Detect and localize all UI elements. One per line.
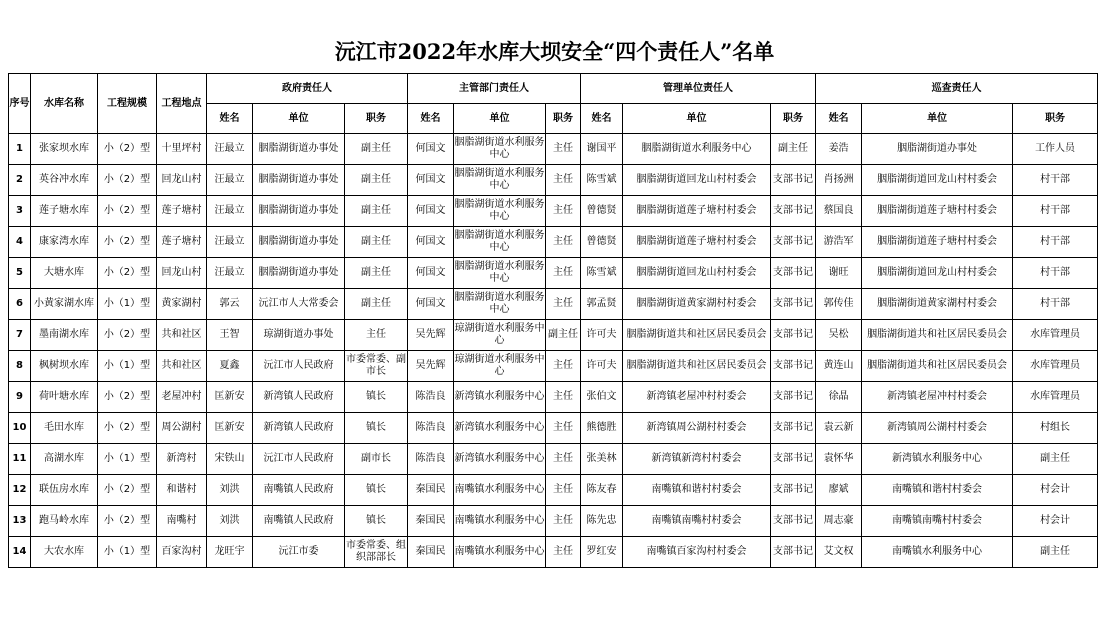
cell-dept-post: 主任 (546, 227, 581, 258)
cell-dept-unit: 新湾镇水利服务中心 (454, 444, 546, 475)
cell-insp-unit: 胭脂湖街道莲子塘村村委会 (862, 196, 1013, 227)
cell-dept-unit: 胭脂湖街道水利服务中心 (454, 227, 546, 258)
cell-seq: 9 (9, 382, 31, 413)
cell-dept-name: 何国文 (408, 227, 454, 258)
cell-insp-name: 袁怀华 (816, 444, 862, 475)
cell-dept-unit: 新湾镇水利服务中心 (454, 413, 546, 444)
cell-gov-name: 宋铁山 (207, 444, 253, 475)
header-sub-unit: 单位 (454, 104, 546, 134)
cell-dept-name: 陈浩良 (408, 382, 454, 413)
cell-seq: 11 (9, 444, 31, 475)
cell-location: 共和社区 (157, 351, 207, 382)
cell-scale: 小（2）型 (98, 196, 157, 227)
cell-mgmt-unit: 胭脂湖街道回龙山村村委会 (623, 165, 771, 196)
cell-dept-unit: 南嘴镇水利服务中心 (454, 506, 546, 537)
table-row (9, 382, 1098, 413)
cell-reservoir-name: 荷叶塘水库 (31, 382, 98, 413)
cell-gov-unit: 沅江市人民政府 (253, 444, 345, 475)
cell-insp-unit: 胭脂湖街道回龙山村村委会 (862, 165, 1013, 196)
table-row (9, 258, 1098, 289)
cell-insp-post: 村会计 (1013, 506, 1098, 537)
cell-dept-post: 主任 (546, 382, 581, 413)
cell-insp-post: 水库管理员 (1013, 382, 1098, 413)
cell-seq: 7 (9, 320, 31, 351)
cell-dept-name: 何国文 (408, 196, 454, 227)
cell-mgmt-unit: 胭脂湖街道莲子塘村村委会 (623, 227, 771, 258)
cell-dept-post: 主任 (546, 351, 581, 382)
responsibility-table (8, 73, 1098, 568)
cell-dept-post: 主任 (546, 413, 581, 444)
cell-seq: 6 (9, 289, 31, 320)
cell-mgmt-post: 支部书记 (771, 320, 816, 351)
cell-insp-unit: 胭脂湖街道莲子塘村村委会 (862, 227, 1013, 258)
cell-gov-post: 镇长 (345, 475, 408, 506)
cell-mgmt-unit: 胭脂湖街道水利服务中心 (623, 134, 771, 165)
table-row (9, 196, 1098, 227)
cell-mgmt-unit: 胭脂湖街道莲子塘村村委会 (623, 196, 771, 227)
cell-gov-unit: 沅江市委 (253, 537, 345, 568)
cell-gov-post: 副主任 (345, 227, 408, 258)
cell-dept-name: 何国文 (408, 289, 454, 320)
cell-insp-post: 副主任 (1013, 537, 1098, 568)
cell-gov-name: 刘洪 (207, 475, 253, 506)
cell-insp-unit: 南嘴镇南嘴村村委会 (862, 506, 1013, 537)
cell-insp-unit: 新湾镇老屋冲村村委会 (862, 382, 1013, 413)
cell-mgmt-post: 支部书记 (771, 227, 816, 258)
cell-insp-name: 郭传佳 (816, 289, 862, 320)
table-row (9, 227, 1098, 258)
cell-mgmt-post: 支部书记 (771, 165, 816, 196)
cell-scale: 小（1）型 (98, 444, 157, 475)
cell-mgmt-name: 罗红安 (581, 537, 623, 568)
cell-gov-name: 龙旺宇 (207, 537, 253, 568)
cell-scale: 小（1）型 (98, 289, 157, 320)
cell-insp-post: 村干部 (1013, 165, 1098, 196)
cell-mgmt-post: 支部书记 (771, 351, 816, 382)
table-body (9, 134, 1098, 568)
cell-scale: 小（2）型 (98, 227, 157, 258)
cell-dept-name: 吴先辉 (408, 351, 454, 382)
cell-location: 十里坪村 (157, 134, 207, 165)
cell-scale: 小（1）型 (98, 351, 157, 382)
cell-gov-name: 匡新安 (207, 382, 253, 413)
cell-mgmt-unit: 胭脂湖街道共和社区居民委员会 (623, 351, 771, 382)
cell-dept-name: 何国文 (408, 258, 454, 289)
cell-dept-unit: 胭脂湖街道水利服务中心 (454, 165, 546, 196)
cell-insp-unit: 胭脂湖街道办事处 (862, 134, 1013, 165)
cell-gov-name: 夏鑫 (207, 351, 253, 382)
cell-scale: 小（2）型 (98, 475, 157, 506)
header-sub-name: 姓名 (581, 104, 623, 134)
cell-dept-name: 吴先辉 (408, 320, 454, 351)
cell-gov-name: 郭云 (207, 289, 253, 320)
cell-gov-name: 刘洪 (207, 506, 253, 537)
header-sub-post: 职务 (1013, 104, 1098, 134)
cell-reservoir-name: 张家坝水库 (31, 134, 98, 165)
cell-dept-unit: 新湾镇水利服务中心 (454, 382, 546, 413)
cell-dept-post: 主任 (546, 537, 581, 568)
cell-dept-post: 副主任 (546, 320, 581, 351)
cell-dept-name: 秦国民 (408, 475, 454, 506)
cell-mgmt-name: 陈先忠 (581, 506, 623, 537)
cell-insp-post: 水库管理员 (1013, 351, 1098, 382)
page-title: 沅江市2022年水库大坝安全“四个责任人”名单 (334, 39, 775, 64)
cell-mgmt-post: 副主任 (771, 134, 816, 165)
cell-scale: 小（2）型 (98, 165, 157, 196)
cell-gov-name: 汪最立 (207, 227, 253, 258)
cell-insp-name: 艾文权 (816, 537, 862, 568)
header-group-mgmt: 管理单位责任人 (581, 74, 816, 104)
cell-insp-post: 村干部 (1013, 227, 1098, 258)
cell-mgmt-post: 支部书记 (771, 537, 816, 568)
cell-reservoir-name: 大塘水库 (31, 258, 98, 289)
cell-gov-name: 汪最立 (207, 258, 253, 289)
cell-gov-name: 汪最立 (207, 196, 253, 227)
table-row (9, 351, 1098, 382)
cell-mgmt-unit: 新湾镇新湾村村委会 (623, 444, 771, 475)
cell-gov-post: 副主任 (345, 258, 408, 289)
cell-gov-post: 主任 (345, 320, 408, 351)
cell-dept-unit: 琼湖街道水利服务中心 (454, 351, 546, 382)
header-group-dept: 主管部门责任人 (408, 74, 581, 104)
header-sub-post: 职务 (771, 104, 816, 134)
cell-gov-unit: 沅江市人民政府 (253, 351, 345, 382)
header-group-insp: 巡查责任人 (816, 74, 1098, 104)
cell-insp-post: 工作人员 (1013, 134, 1098, 165)
cell-gov-post: 副主任 (345, 289, 408, 320)
table-row (9, 537, 1098, 568)
cell-dept-unit: 南嘴镇水利服务中心 (454, 475, 546, 506)
cell-insp-unit: 胭脂湖街道共和社区居民委员会 (862, 351, 1013, 382)
header-location: 工程地点 (157, 74, 207, 134)
cell-mgmt-unit: 新湾镇老屋冲村村委会 (623, 382, 771, 413)
cell-reservoir-name: 英谷冲水库 (31, 165, 98, 196)
header-sub-post: 职务 (546, 104, 581, 134)
cell-dept-post: 主任 (546, 289, 581, 320)
cell-reservoir-name: 康家湾水库 (31, 227, 98, 258)
cell-insp-unit: 新湾镇水利服务中心 (862, 444, 1013, 475)
cell-gov-unit: 胭脂湖街道办事处 (253, 196, 345, 227)
cell-mgmt-name: 许可夫 (581, 320, 623, 351)
cell-reservoir-name: 毛田水库 (31, 413, 98, 444)
cell-seq: 2 (9, 165, 31, 196)
cell-scale: 小（2）型 (98, 413, 157, 444)
cell-location: 周公湖村 (157, 413, 207, 444)
table-row (9, 413, 1098, 444)
cell-reservoir-name: 跑马岭水库 (31, 506, 98, 537)
cell-dept-post: 主任 (546, 165, 581, 196)
cell-mgmt-name: 张美林 (581, 444, 623, 475)
header-sub-unit: 单位 (623, 104, 771, 134)
cell-insp-post: 村组长 (1013, 413, 1098, 444)
cell-scale: 小（2）型 (98, 382, 157, 413)
cell-insp-post: 村干部 (1013, 196, 1098, 227)
cell-gov-unit: 新湾镇人民政府 (253, 382, 345, 413)
cell-insp-post: 村干部 (1013, 258, 1098, 289)
cell-dept-name: 秦国民 (408, 506, 454, 537)
cell-insp-unit: 南嘴镇水利服务中心 (862, 537, 1013, 568)
cell-dept-post: 主任 (546, 196, 581, 227)
cell-dept-unit: 胭脂湖街道水利服务中心 (454, 196, 546, 227)
cell-gov-name: 汪最立 (207, 134, 253, 165)
cell-gov-post: 市委常委、组织部部长 (345, 537, 408, 568)
header-sub-unit: 单位 (862, 104, 1013, 134)
table-row (9, 165, 1098, 196)
cell-seq: 3 (9, 196, 31, 227)
cell-insp-name: 黄连山 (816, 351, 862, 382)
cell-insp-name: 肖扬洲 (816, 165, 862, 196)
cell-mgmt-unit: 南嘴镇百家沟村村委会 (623, 537, 771, 568)
header-sub-name: 姓名 (207, 104, 253, 134)
cell-gov-post: 镇长 (345, 382, 408, 413)
cell-gov-name: 汪最立 (207, 165, 253, 196)
cell-dept-unit: 胭脂湖街道水利服务中心 (454, 289, 546, 320)
cell-dept-name: 陈浩良 (408, 413, 454, 444)
cell-reservoir-name: 莲子塘水库 (31, 196, 98, 227)
cell-dept-unit: 胭脂湖街道水利服务中心 (454, 134, 546, 165)
cell-dept-post: 主任 (546, 134, 581, 165)
header-sub-unit: 单位 (253, 104, 345, 134)
cell-dept-post: 主任 (546, 506, 581, 537)
cell-seq: 5 (9, 258, 31, 289)
cell-mgmt-unit: 胭脂湖街道回龙山村村委会 (623, 258, 771, 289)
cell-mgmt-name: 陈雪斌 (581, 258, 623, 289)
cell-gov-unit: 沅江市人大常委会 (253, 289, 345, 320)
cell-insp-name: 吴松 (816, 320, 862, 351)
cell-insp-name: 周志豪 (816, 506, 862, 537)
cell-insp-name: 蔡国良 (816, 196, 862, 227)
cell-gov-unit: 新湾镇人民政府 (253, 413, 345, 444)
cell-insp-name: 袁云新 (816, 413, 862, 444)
cell-mgmt-unit: 胭脂湖街道共和社区居民委员会 (623, 320, 771, 351)
cell-dept-name: 何国文 (408, 165, 454, 196)
cell-dept-name: 秦国民 (408, 537, 454, 568)
cell-insp-post: 村会计 (1013, 475, 1098, 506)
cell-location: 新湾村 (157, 444, 207, 475)
header-group-gov: 政府责任人 (207, 74, 408, 104)
cell-insp-unit: 新湾镇周公湖村村委会 (862, 413, 1013, 444)
cell-gov-unit: 南嘴镇人民政府 (253, 506, 345, 537)
table-row (9, 289, 1098, 320)
cell-mgmt-name: 郭孟贤 (581, 289, 623, 320)
cell-gov-name: 王智 (207, 320, 253, 351)
cell-reservoir-name: 墨南湖水库 (31, 320, 98, 351)
cell-location: 南嘴村 (157, 506, 207, 537)
cell-gov-post: 市委常委、副市长 (345, 351, 408, 382)
cell-location: 共和社区 (157, 320, 207, 351)
cell-insp-unit: 南嘴镇和谐村村委会 (862, 475, 1013, 506)
cell-mgmt-name: 曾德贤 (581, 196, 623, 227)
cell-insp-unit: 胭脂湖街道共和社区居民委员会 (862, 320, 1013, 351)
cell-reservoir-name: 枫树坝水库 (31, 351, 98, 382)
cell-mgmt-unit: 南嘴镇和谐村村委会 (623, 475, 771, 506)
cell-location: 莲子塘村 (157, 196, 207, 227)
cell-gov-name: 匡新安 (207, 413, 253, 444)
cell-mgmt-post: 支部书记 (771, 196, 816, 227)
cell-mgmt-post: 支部书记 (771, 444, 816, 475)
cell-mgmt-name: 陈友春 (581, 475, 623, 506)
cell-mgmt-post: 支部书记 (771, 413, 816, 444)
cell-reservoir-name: 高湖水库 (31, 444, 98, 475)
header-seq: 序号 (9, 74, 31, 134)
cell-mgmt-post: 支部书记 (771, 258, 816, 289)
cell-mgmt-post: 支部书记 (771, 382, 816, 413)
cell-dept-unit: 琼湖街道水利服务中心 (454, 320, 546, 351)
cell-scale: 小（1）型 (98, 537, 157, 568)
cell-mgmt-post: 支部书记 (771, 289, 816, 320)
cell-mgmt-post: 支部书记 (771, 506, 816, 537)
cell-insp-unit: 胭脂湖街道黄家湖村村委会 (862, 289, 1013, 320)
cell-mgmt-name: 熊德胜 (581, 413, 623, 444)
cell-gov-post: 副主任 (345, 134, 408, 165)
cell-insp-post: 副主任 (1013, 444, 1098, 475)
cell-insp-unit: 胭脂湖街道回龙山村村委会 (862, 258, 1013, 289)
cell-gov-unit: 胭脂湖街道办事处 (253, 165, 345, 196)
cell-gov-unit: 胭脂湖街道办事处 (253, 227, 345, 258)
table-row (9, 444, 1098, 475)
cell-mgmt-name: 陈雪斌 (581, 165, 623, 196)
cell-mgmt-name: 许可夫 (581, 351, 623, 382)
cell-scale: 小（2）型 (98, 320, 157, 351)
cell-dept-unit: 胭脂湖街道水利服务中心 (454, 258, 546, 289)
cell-seq: 1 (9, 134, 31, 165)
cell-scale: 小（2）型 (98, 258, 157, 289)
cell-gov-post: 副市长 (345, 444, 408, 475)
cell-seq: 14 (9, 537, 31, 568)
cell-mgmt-unit: 南嘴镇南嘴村村委会 (623, 506, 771, 537)
cell-gov-post: 镇长 (345, 506, 408, 537)
cell-mgmt-name: 张伯文 (581, 382, 623, 413)
cell-dept-name: 何国文 (408, 134, 454, 165)
cell-gov-post: 镇长 (345, 413, 408, 444)
cell-dept-post: 主任 (546, 258, 581, 289)
cell-reservoir-name: 大农水库 (31, 537, 98, 568)
cell-seq: 10 (9, 413, 31, 444)
cell-location: 和谐村 (157, 475, 207, 506)
cell-dept-post: 主任 (546, 475, 581, 506)
cell-scale: 小（2）型 (98, 506, 157, 537)
table-row (9, 475, 1098, 506)
cell-insp-post: 村干部 (1013, 289, 1098, 320)
table-row (9, 134, 1098, 165)
cell-insp-name: 游浩军 (816, 227, 862, 258)
cell-mgmt-unit: 胭脂湖街道黄家湖村村委会 (623, 289, 771, 320)
cell-dept-post: 主任 (546, 444, 581, 475)
cell-gov-unit: 胭脂湖街道办事处 (253, 134, 345, 165)
cell-location: 莲子塘村 (157, 227, 207, 258)
cell-location: 百家沟村 (157, 537, 207, 568)
cell-reservoir-name: 联伍房水库 (31, 475, 98, 506)
cell-dept-unit: 南嘴镇水利服务中心 (454, 537, 546, 568)
cell-location: 回龙山村 (157, 258, 207, 289)
header-scale: 工程规模 (98, 74, 157, 134)
cell-mgmt-post: 支部书记 (771, 475, 816, 506)
cell-location: 回龙山村 (157, 165, 207, 196)
table-row (9, 506, 1098, 537)
cell-gov-post: 副主任 (345, 165, 408, 196)
cell-gov-unit: 胭脂湖街道办事处 (253, 258, 345, 289)
cell-scale: 小（2）型 (98, 134, 157, 165)
header-reservoir-name: 水库名称 (31, 74, 98, 134)
cell-gov-post: 副主任 (345, 196, 408, 227)
cell-mgmt-name: 曾德贤 (581, 227, 623, 258)
cell-insp-name: 廖斌 (816, 475, 862, 506)
cell-gov-unit: 琼湖街道办事处 (253, 320, 345, 351)
cell-gov-unit: 南嘴镇人民政府 (253, 475, 345, 506)
cell-insp-name: 姜浩 (816, 134, 862, 165)
cell-dept-name: 陈浩良 (408, 444, 454, 475)
cell-mgmt-name: 谢国平 (581, 134, 623, 165)
cell-insp-name: 徐晶 (816, 382, 862, 413)
cell-seq: 13 (9, 506, 31, 537)
cell-location: 黄家湖村 (157, 289, 207, 320)
header-sub-name: 姓名 (816, 104, 862, 134)
cell-reservoir-name: 小黄家湖水库 (31, 289, 98, 320)
cell-seq: 8 (9, 351, 31, 382)
table-row (9, 320, 1098, 351)
cell-seq: 12 (9, 475, 31, 506)
header-sub-post: 职务 (345, 104, 408, 134)
cell-insp-post: 水库管理员 (1013, 320, 1098, 351)
cell-seq: 4 (9, 227, 31, 258)
cell-location: 老屋冲村 (157, 382, 207, 413)
cell-mgmt-unit: 新湾镇周公湖村村委会 (623, 413, 771, 444)
cell-insp-name: 谢旺 (816, 258, 862, 289)
header-sub-name: 姓名 (408, 104, 454, 134)
